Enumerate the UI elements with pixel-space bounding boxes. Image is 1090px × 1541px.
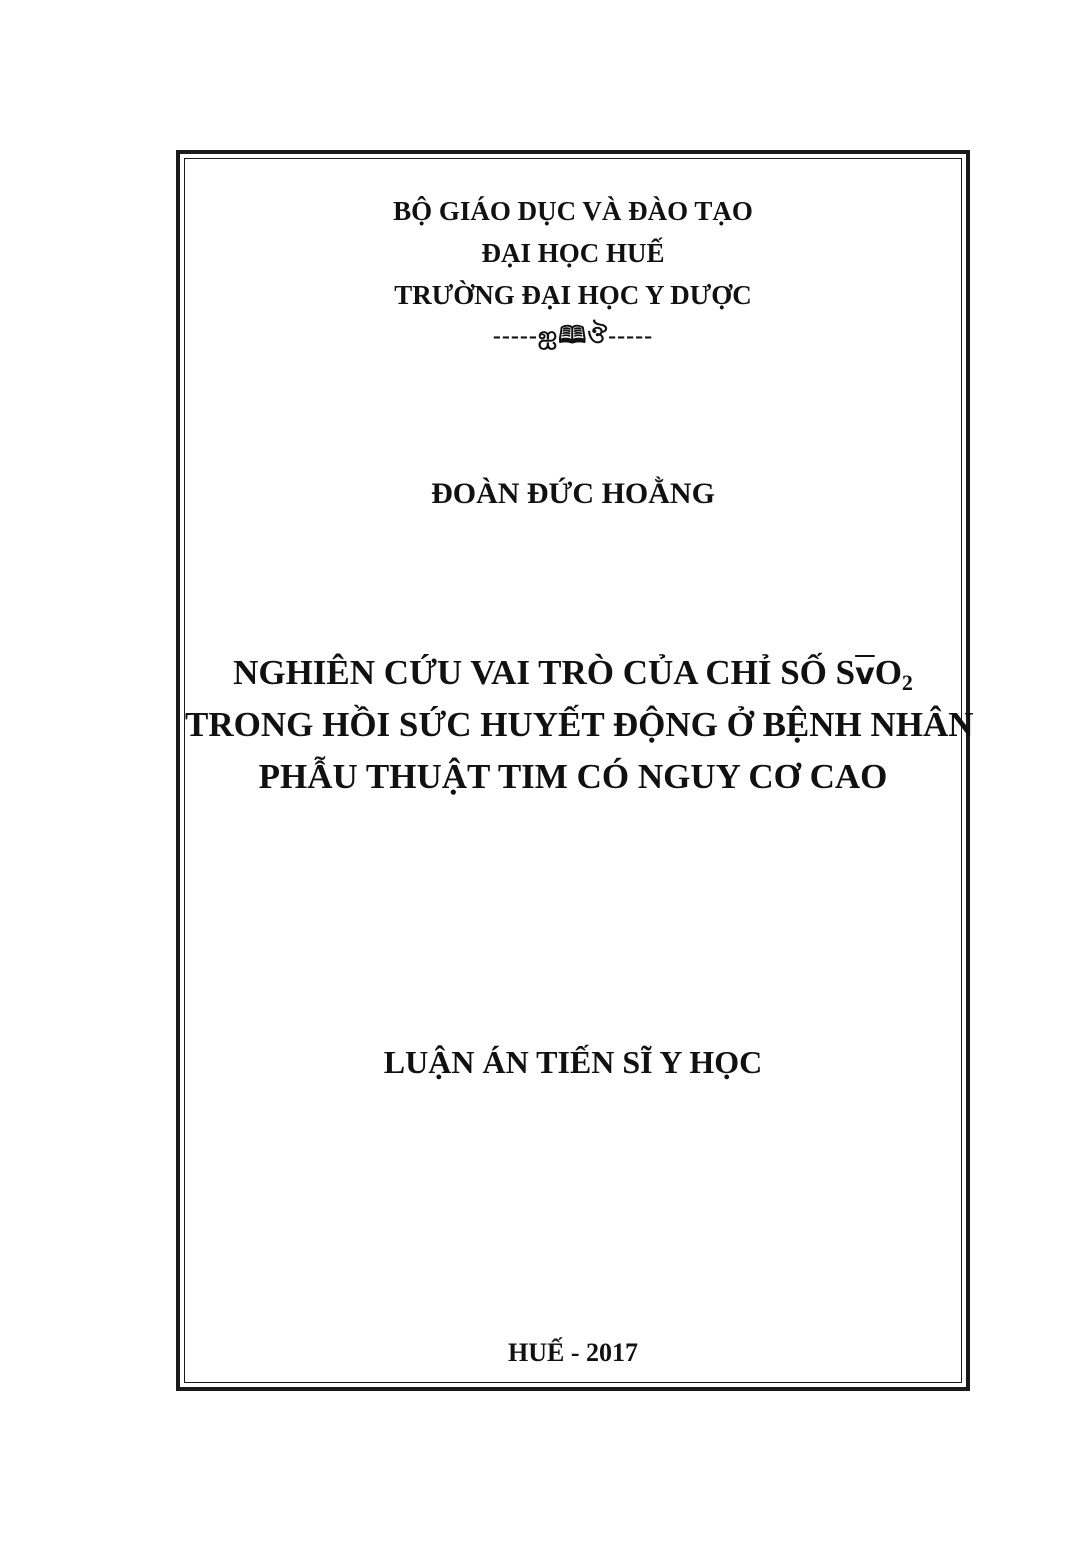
degree-label: LUẬN ÁN TIẾN SĨ Y HỌC — [383, 1044, 763, 1080]
author-name: ĐOÀN ĐỨC HOẰNG — [431, 477, 715, 510]
cover-border-outer — [176, 150, 974, 1391]
thesis-title-o: O — [874, 653, 902, 692]
school-heading: TRƯỜNG ĐẠI HỌC Y DƯỢC — [394, 280, 752, 310]
thesis-title-line-1 — [185, 651, 961, 697]
thesis-title-subscript: 2 — [901, 670, 913, 695]
university-heading: ĐẠI HỌC HUẾ — [481, 238, 665, 268]
thesis-title-line-1-text: NGHIÊN CỨU VAI TRÒ CỦA CHỈ SỐ S — [233, 653, 856, 692]
ornament-divider: -----ஐ🕮ঔ----- — [492, 323, 654, 349]
ministry-heading: BỘ GIÁO DỤC VÀ ĐÀO TẠO — [393, 196, 753, 226]
thesis-title-line-2: TRONG HỒI SỨC HUYẾT ĐỘNG Ở BỆNH NHÂN — [185, 705, 974, 744]
place-year: HUẾ - 2017 — [508, 1338, 638, 1367]
thesis-title-v-bar: $\overline{v}$ — [855, 657, 875, 692]
thesis-title-line-3: PHẪU THUẬT TIM CÓ NGUY CƠ CAO — [258, 757, 888, 796]
cover-border-inner — [184, 158, 974, 1383]
